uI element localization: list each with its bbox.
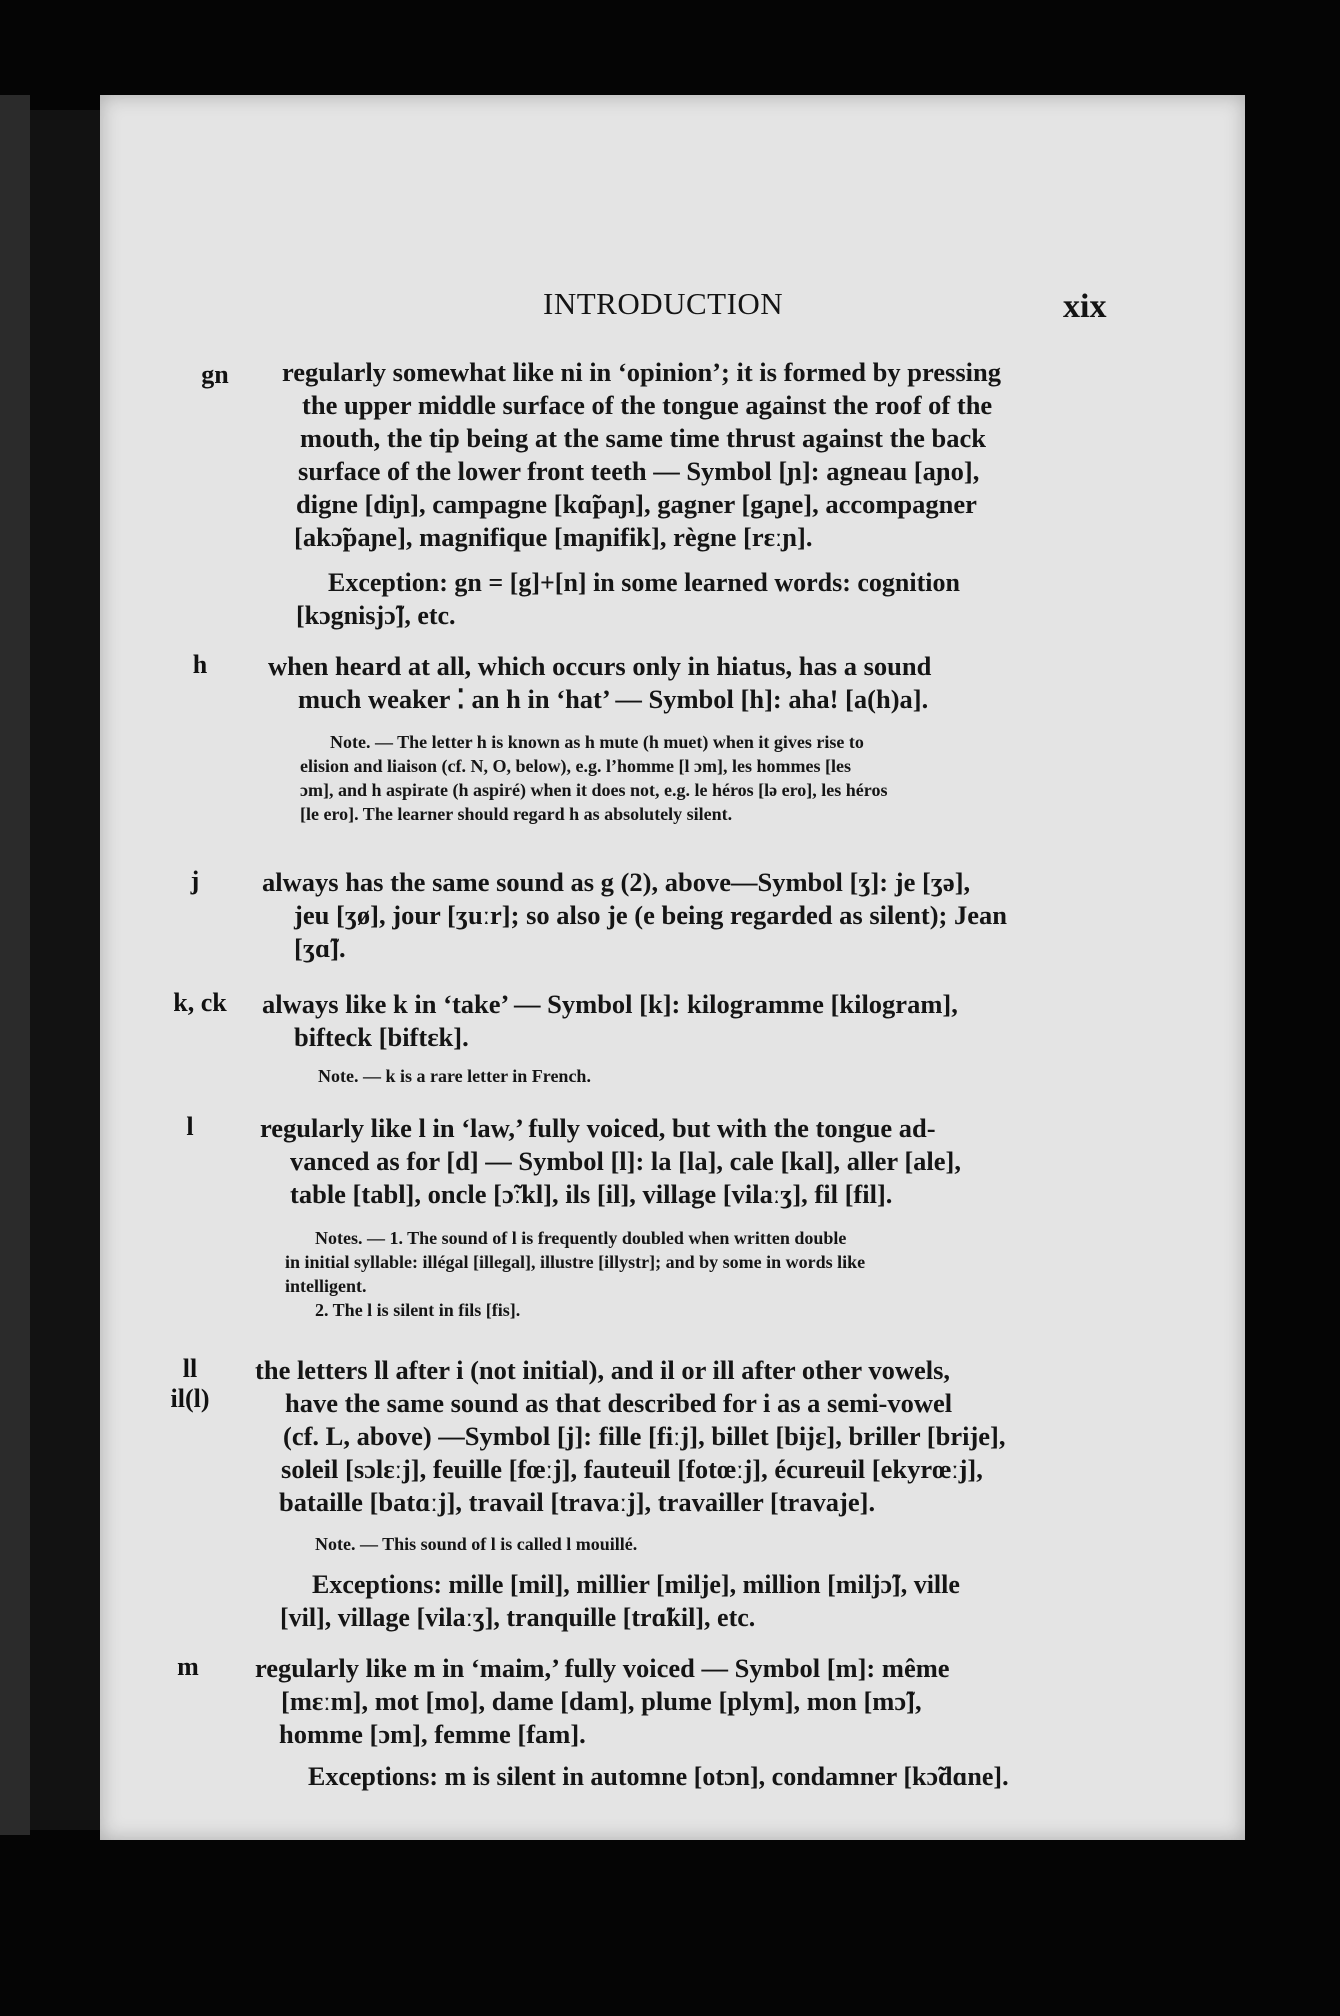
entry-line: bifteck [biftɛk].: [294, 1022, 469, 1052]
entry-line: regularly somewhat like ni in ‘opinion’; it is formed by pressing: [282, 357, 1001, 387]
entry-line: digne [diɲ], campagne [kɑ̃paɲ], gagner [gaɲe], accompagner: [296, 489, 977, 519]
note-line: Note. — k is a rare letter in French.: [318, 1066, 591, 1086]
entry-line: the upper middle surface of the tongue against the roof of the: [302, 390, 993, 420]
entry-line: homme [ɔm], femme [fam].: [279, 1719, 586, 1749]
entry-body: [260, 1112, 961, 1211]
note-line: [le ero]. The learner should regard h as absolutely silent.: [300, 804, 733, 824]
page-number: xix: [1063, 288, 1107, 325]
note-line: ɔm], and h aspirate (h aspiré) when it does not, e.g. le héros [lə ero], les héros: [300, 780, 888, 800]
note: [318, 1064, 591, 1088]
note-line: intelligent.: [285, 1276, 367, 1296]
entry-line: soleil [sɔlɛːj], feuille [fœːj], fauteuil [fotœːj], écureuil [ekyrœːj],: [281, 1454, 983, 1484]
entry-body: [262, 988, 958, 1054]
entry-line: the letters ll after i (not initial), and il or ill after other vowels,: [255, 1355, 951, 1385]
note: [285, 1226, 865, 1322]
previous-page-edge: [0, 95, 30, 1835]
entry-line: table [tabl], oncle [ɔ̃ːkl], ils [il], village [vilaːʒ], fil [fil].: [290, 1179, 893, 1209]
exception-line: Exception: gn = [g]+[n] in some learned words: cognition: [328, 568, 960, 597]
note-line: Note. — The letter h is known as h mute (h muet) when it gives rise to: [330, 732, 864, 752]
exception: [296, 566, 960, 632]
entry-line: surface of the lower front teeth — Symbol [ɲ]: agneau [aɲo],: [298, 456, 980, 486]
entry-body: [255, 1652, 950, 1751]
entry-body: [268, 650, 931, 716]
entry-line: always has the same sound as g (2), above—Symbol [ʒ]: je [ʒə],: [262, 867, 971, 897]
entry-line: mouth, the tip being at the same time thrust against the back: [300, 423, 987, 453]
entry-line: (cf. L, above) —Symbol [j]: fille [fiːj], billet [bijɛ], briller [brije],: [283, 1421, 1006, 1451]
exception-line: [vil], village [vilaːʒ], tranquille [trɑ̃kil], etc.: [280, 1603, 756, 1632]
entry-term-primary: ll: [182, 1354, 198, 1383]
note: [315, 1532, 637, 1556]
entry-line: regularly like l in ‘law,’ fully voiced, but with the tongue ad-: [260, 1113, 936, 1143]
entry-body: [272, 356, 1001, 554]
entry-line: always like k in ‘take’ — Symbol [k]: kilogramme [kilogram],: [262, 989, 958, 1019]
entry-term: [150, 1354, 230, 1414]
running-head: INTRODUCTION: [543, 286, 784, 321]
previous-page-shadow: [30, 110, 100, 1830]
exception-line: Exceptions: m is silent in automne [otɔn], condamner [kɔ̃dɑne].: [308, 1762, 1009, 1791]
note: [300, 730, 887, 826]
entry-line: regularly like m in ‘maim,’ fully voiced — Symbol [m]: même: [255, 1653, 950, 1683]
exception: [280, 1568, 960, 1634]
entry-line: vanced as for [d] — Symbol [l]: la [la], cale [kal], aller [ale],: [290, 1146, 961, 1176]
exception-line: Exceptions: mille [mil], millier [milje], million [miljɔ̃], ville: [312, 1570, 960, 1599]
entry-term-secondary: il(l): [170, 1384, 210, 1413]
entry-line: [akɔ̃paɲe], magnifique [maɲifik], règne [rɛːɲ].: [294, 522, 813, 552]
entry-term: l: [186, 1112, 194, 1141]
entry-line: when heard at all, which occurs only in hiatus, has a sound: [268, 651, 932, 681]
note-line: Notes. — 1. The sound of l is frequently doubled when written double: [315, 1228, 847, 1248]
entry-line: have the same sound as that described for i as a semi-vowel: [285, 1388, 953, 1418]
entry-body: [255, 1354, 1006, 1519]
note-line: 2. The l is silent in fils [fis].: [315, 1300, 521, 1320]
entry-line: [ʒɑ̃].: [294, 933, 346, 963]
entry-body: [262, 866, 1007, 965]
page-header: [0, 286, 1340, 326]
note-line: elision and liaison (cf. N, O, below), e.g. l’homme [l ɔm], les hommes [les: [300, 756, 851, 776]
entry-term: k, ck: [173, 988, 227, 1017]
note-line: in initial syllable: illégal [illegal], illustre [illystr]; and by some in words like: [285, 1252, 866, 1272]
exception-line: [kɔgnisjɔ̃], etc.: [296, 601, 456, 630]
entry-term: j: [190, 866, 200, 895]
entry-term: gn: [201, 360, 229, 389]
note-line: Note. — This sound of l is called l mouillé.: [315, 1534, 638, 1554]
entry-line: bataille [batɑːj], travail [travaːj], travailler [travaje].: [279, 1487, 876, 1517]
entry-term: h: [192, 650, 208, 679]
entry-line: much weaker ⁚ an h in ‘hat’ — Symbol [h]: aha! [a(h)a].: [298, 684, 929, 714]
entry-line: jeu [ʒø], jour [ʒuːr]; so also je (e being regarded as silent); Jean: [294, 900, 1007, 930]
exception: [308, 1760, 1009, 1793]
entry-term: m: [177, 1652, 199, 1681]
entry-line: [mɛːm], mot [mo], dame [dam], plume [plym], mon [mɔ̃],: [281, 1686, 922, 1716]
